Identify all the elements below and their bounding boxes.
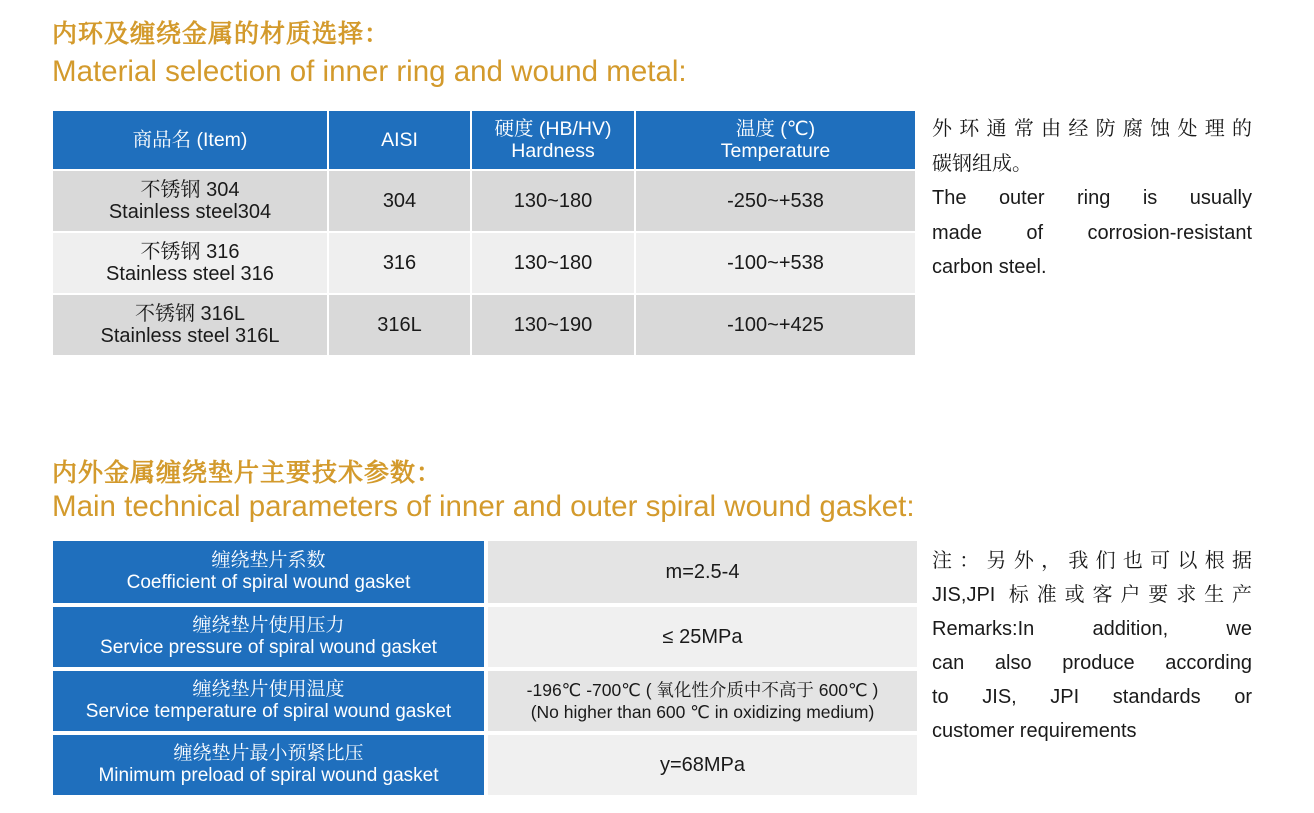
table-row xyxy=(53,541,917,605)
temperature-cell: -100~+425 xyxy=(635,294,915,355)
param-label: 缠绕垫片使用温度 Service temperature of spiral wound gasket xyxy=(53,669,486,733)
remarks-note: 注：另外，我们也可以根据 JIS,JPI 标准或客户要求生产 Remarks:In addition, we can also produce according to JIS, JPI standards or customer requirements xyxy=(932,550,1252,742)
item-cell: 不锈钢 316 Stainless steel 316 xyxy=(53,232,328,294)
section1-title-en: Material selection of inner ring and wound metal: xyxy=(52,55,687,88)
hardness-cell: 130~180 xyxy=(471,232,635,294)
hardness-cell: 130~190 xyxy=(471,294,635,355)
param-value: y=68MPa xyxy=(486,733,917,795)
header-item: 商品名 (Item) xyxy=(53,111,328,170)
table-row xyxy=(53,605,917,669)
param-label: 缠绕垫片最小预紧比压 Minimum preload of spiral wound gasket xyxy=(53,733,486,795)
section1-title-cn: 内环及缠绕金属的材质选择： xyxy=(52,20,391,48)
aisi-cell: 304 xyxy=(328,170,471,232)
table-row xyxy=(53,232,915,294)
item-cell: 不锈钢 316L Stainless steel 316L xyxy=(53,294,328,355)
item-cell: 不锈钢 304 Stainless steel304 xyxy=(53,170,328,232)
material-table xyxy=(53,111,915,355)
header-aisi: AISI xyxy=(328,111,471,170)
header-temperature: 温度 (℃) Temperature xyxy=(635,111,915,170)
table-row xyxy=(53,733,917,795)
param-value: -196℃ -700℃ ( 氧化性介质中不高于 600℃ ) (No higher than 600 ℃ in oxidizing medium) xyxy=(486,669,917,733)
outer-ring-note: 外环通常由经防腐蚀处理的 碳钢组成。 The outer ring is usually made of corrosion-resistant carbon steel. xyxy=(932,118,1252,278)
param-label: 缠绕垫片使用压力 Service pressure of spiral wound gasket xyxy=(53,605,486,669)
table-row xyxy=(53,669,917,733)
section2-title-cn: 内外金属缠绕垫片主要技术参数： xyxy=(52,459,443,487)
hardness-cell: 130~180 xyxy=(471,170,635,232)
material-table-header xyxy=(53,111,915,170)
header-hardness: 硬度 (HB/HV) Hardness xyxy=(471,111,635,170)
param-label: 缠绕垫片系数 Coefficient of spiral wound gasket xyxy=(53,541,486,605)
section2-title-en: Main technical parameters of inner and outer spiral wound gasket: xyxy=(52,490,915,523)
table-row xyxy=(53,170,915,232)
aisi-cell: 316 xyxy=(328,232,471,294)
aisi-cell: 316L xyxy=(328,294,471,355)
temperature-cell: -100~+538 xyxy=(635,232,915,294)
parameters-table xyxy=(53,541,917,795)
temperature-cell: -250~+538 xyxy=(635,170,915,232)
param-value: m=2.5-4 xyxy=(486,541,917,605)
param-value: ≤ 25MPa xyxy=(486,605,917,669)
table-row xyxy=(53,294,915,355)
